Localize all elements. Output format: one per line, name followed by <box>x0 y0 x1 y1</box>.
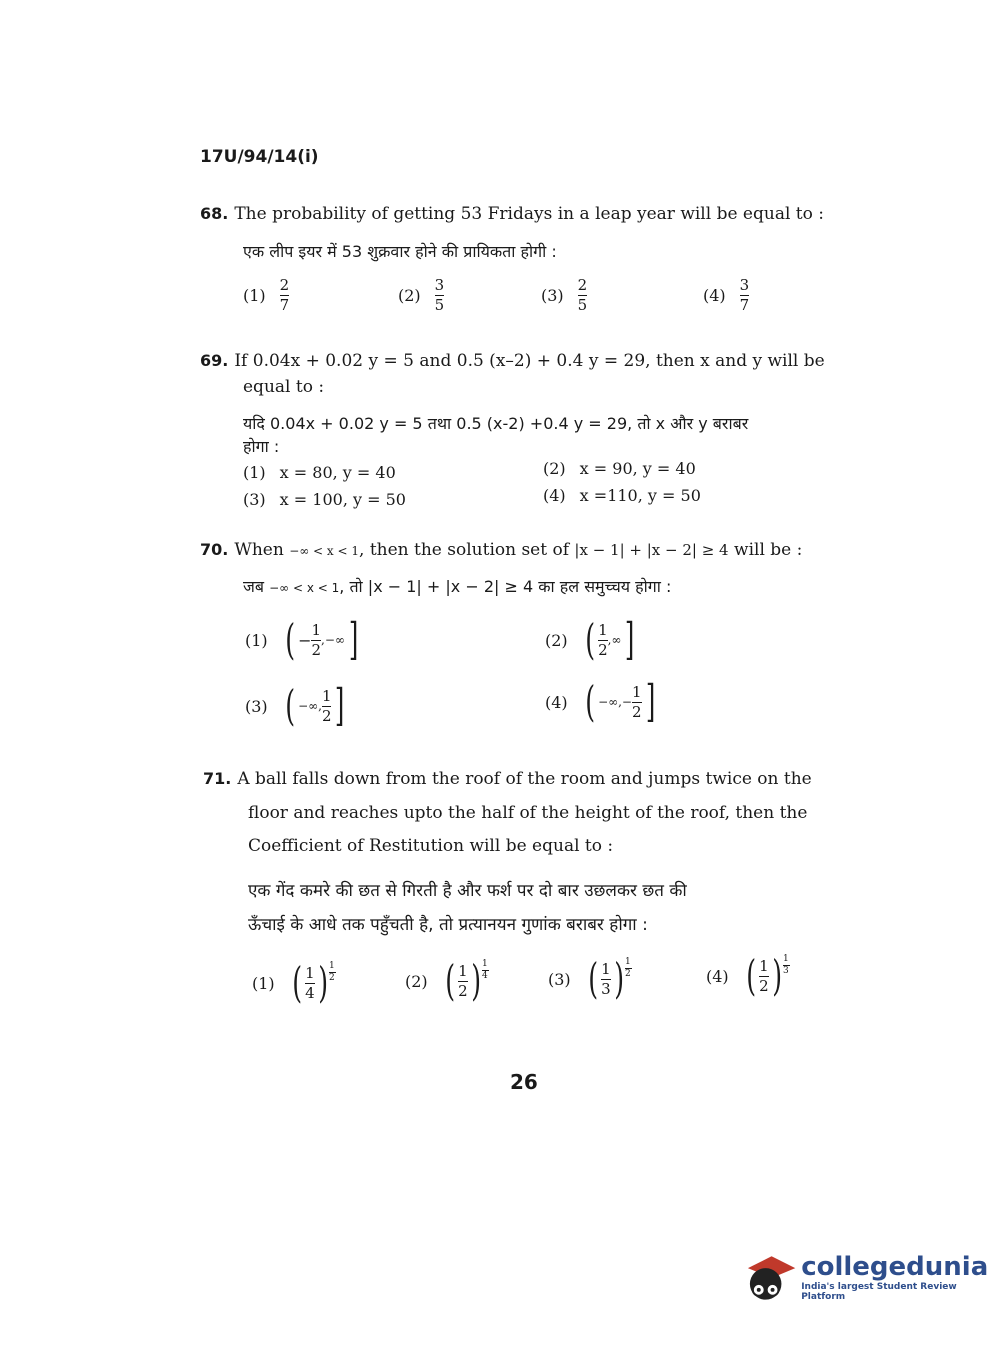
q71-option-3: (3) ( $\frac{1}{3}$ ) 1 2 <box>548 954 631 1003</box>
q70-option-4: (4) ( −∞,− $\frac{1}{2}$ ] <box>545 676 655 727</box>
question-69-hindi-1: यदि 0.04x + 0.02 y = 5 तथा 0.5 (x-2) +0.4 y = 29, तो x और y बराबर <box>243 414 749 433</box>
q70-option-2: (2) ( $\frac{1}{2}$ ,∞ ] <box>545 614 635 665</box>
q68-option-4 <box>703 278 749 313</box>
question-71: 71. A ball falls down from the roof of the room and jumps twice on the <box>203 769 812 789</box>
question-71-hindi-2: ऊँचाई के आधे तक पहुँचती है, तो प्रत्यानयन गुणांक बराबर होगा : <box>248 915 648 935</box>
logo-tagline: India's largest Student Review Platform <box>801 1282 957 1302</box>
question-71-line3: Coefficient of Restitution will be equal to : <box>248 836 614 856</box>
question-number: 71. <box>203 769 232 788</box>
q71-option-2: (2) ( $\frac{1}{2}$ ) 1 4 <box>405 956 488 1005</box>
q69-option-3: (3) x = 100, y = 50 <box>243 490 406 509</box>
page-number: 26 <box>510 1070 538 1094</box>
q69-option-1: (1) x = 80, y = 40 <box>243 463 396 482</box>
question-number: 70. <box>200 540 229 559</box>
q71-option-4: (4) ( $\frac{1}{2}$ ) 1 3 <box>706 951 789 1000</box>
question-number: 69. <box>200 351 229 370</box>
fraction: $\frac{3}{7}$ <box>739 276 750 314</box>
paper-code: 17U/94/14(i) <box>200 147 319 167</box>
option-label: (3) <box>541 286 564 305</box>
question-69 <box>200 348 825 374</box>
q71-option-1: (1) ( $\frac{1}{4}$ ) 1 2 <box>252 958 335 1007</box>
condition: −∞ < x < 1 <box>289 544 360 558</box>
question-70-hindi: जब −∞ < x < 1, तो |x − 1| + |x − 2| ≥ 4 का हल समुच्चय होगा : <box>243 577 672 596</box>
collegedunia-logo <box>742 1248 1001 1306</box>
q68-option-1 <box>243 278 289 313</box>
question-68 <box>200 201 824 227</box>
option-label: (2) <box>398 286 421 305</box>
inequality: |x − 1| + |x − 2| ≥ 4 <box>574 541 729 559</box>
question-71-hindi-1: एक गेंद कमरे की छत से गिरती है और फर्श पर दो बार उछलकर छत की <box>248 881 687 901</box>
question-text-en: The probability of getting 53 Fridays in a leap year will be equal to : <box>234 204 824 224</box>
question-68-hindi: एक लीप इयर में 53 शुक्रवार होने की प्रायिकता होगी : <box>243 242 557 261</box>
fraction: $\frac{3}{5}$ <box>434 276 445 314</box>
logo-name: collegedunia <box>801 1252 989 1282</box>
question-69-line2: equal to : <box>243 377 325 397</box>
option-label: (1) <box>243 286 266 305</box>
q68-option-2 <box>398 278 444 313</box>
q68-option-3 <box>541 278 587 313</box>
question-70: 70. When −∞ < x < 1, then the solution set of |x − 1| + |x − 2| ≥ 4 will be : <box>200 540 803 560</box>
question-71-line2: floor and reaches upto the half of the height of the roof, then the <box>248 803 808 823</box>
q70-option-1: (1) ( − $\frac{1}{2}$ ,−∞ ] <box>245 614 359 665</box>
fraction: $\frac{2}{7}$ <box>279 276 290 314</box>
mascot-icon <box>742 1248 799 1306</box>
fraction: $\frac{2}{5}$ <box>577 276 588 314</box>
question-text-en: If 0.04x + 0.02 y = 5 and 0.5 (x–2) + 0.4 y = 29, then x and y will be <box>234 351 825 371</box>
q69-option-2: (2) x = 90, y = 40 <box>543 459 696 478</box>
q69-option-4: (4) x =110, y = 50 <box>543 486 701 505</box>
question-number: 68. <box>200 204 229 223</box>
q70-option-3: (3) ( −∞, $\frac{1}{2}$ ] <box>245 680 345 731</box>
option-label: (4) <box>703 286 726 305</box>
question-69-hindi-2: होगा : <box>243 437 280 456</box>
